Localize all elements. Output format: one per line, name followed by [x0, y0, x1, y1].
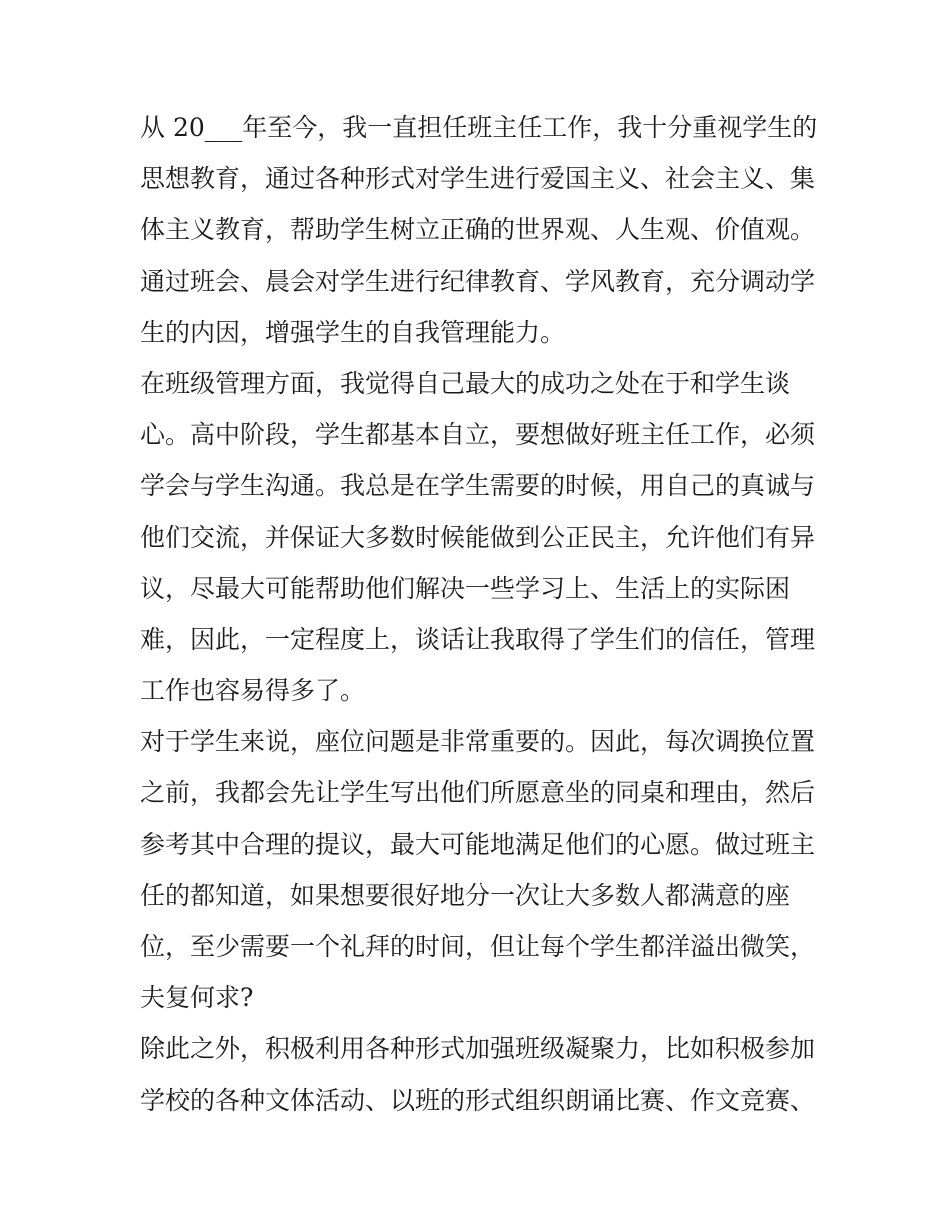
- document-body: [140, 102, 820, 1126]
- text-line: 学会与学生沟通。我总是在学生需要的时候，用自己的真诚与: [140, 471, 816, 501]
- text-line: 议，尽最大可能帮助他们解决一些学习上、生活上的实际困: [140, 573, 791, 603]
- text-line: 之前，我都会先让学生写出他们所愿意坐的同桌和理由，然后: [140, 778, 816, 808]
- text-line: 他们交流，并保证大多数时候能做到公正民主，允许他们有异: [140, 522, 816, 552]
- text-line: 思想教育，通过各种形式对学生进行爱国主义、社会主义、集: [140, 164, 816, 194]
- text-line: 难，因此，一定程度上，谈话让我取得了学生们的信任，管理: [140, 624, 816, 654]
- text-line: 任的都知道，如果想要很好地分一次让大多数人都满意的座: [140, 880, 791, 910]
- paragraph: [140, 1023, 820, 1125]
- text-line: 在班级管理方面，我觉得自己最大的成功之处在于和学生谈: [140, 368, 791, 398]
- text-line: 位，至少需要一个礼拜的时间，但让每个学生都洋溢出微笑，: [140, 932, 816, 961]
- paragraph: [140, 102, 820, 358]
- paragraph: [140, 358, 820, 716]
- text-line: 学校的各种文体活动、以班的形式组织朗诵比赛、作文竞赛、: [140, 1085, 816, 1115]
- text-line: 心。高中阶段，学生都基本自立，要想做好班主任工作，必须: [140, 420, 816, 450]
- text-line: 对于学生来说，座位问题是非常重要的。因此，每次调换位置: [140, 727, 816, 757]
- text-line: 工作也容易得多了。: [140, 676, 366, 706]
- text-line: 通过班会、晨会对学生进行纪律教育、学风教育，充分调动学: [140, 266, 816, 296]
- text-line: 夫复何求?: [140, 983, 254, 1013]
- text-line: 生的内因，增强学生的自我管理能力。: [140, 317, 566, 347]
- text-line: 体主义教育，帮助学生树立正确的世界观、人生观、价值观。: [140, 215, 816, 245]
- text-line: 参考其中合理的提议，最大可能地满足他们的心愿。做过班主: [140, 829, 816, 859]
- paragraph: [140, 716, 820, 1023]
- text-line: 从 20___年至今，我一直担任班主任工作，我十分重视学生的: [140, 113, 818, 142]
- text-line: 除此之外，积极利用各种形式加强班级凝聚力，比如积极参加: [140, 1034, 816, 1064]
